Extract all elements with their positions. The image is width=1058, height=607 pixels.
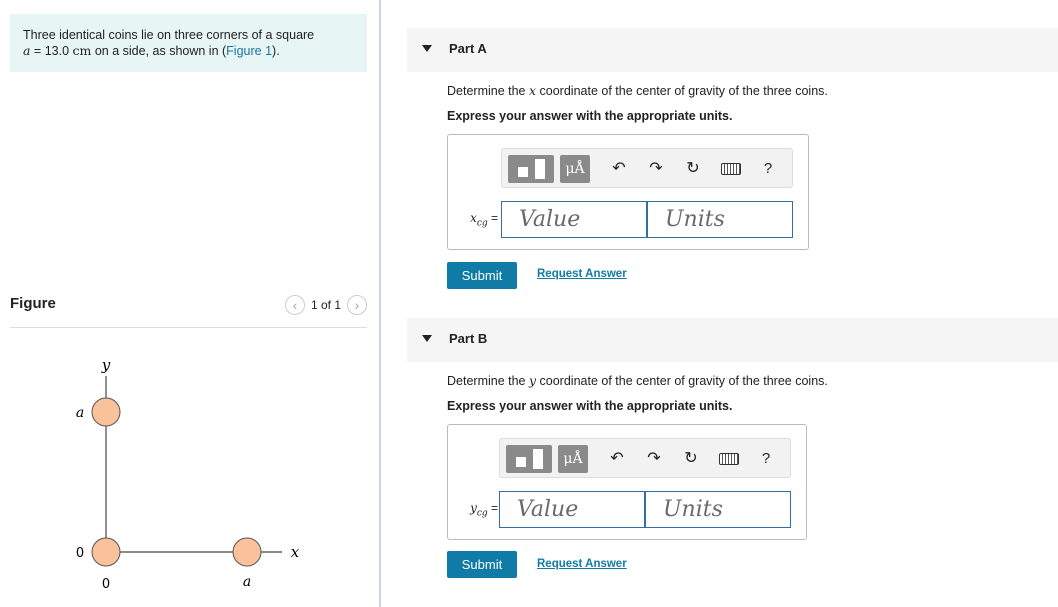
part-b-question — [447, 373, 828, 388]
collapse-triangle-icon[interactable] — [422, 335, 432, 342]
collapse-triangle-icon[interactable] — [422, 45, 432, 52]
question-prefix: Determine the — [447, 84, 529, 98]
part-b-toolbar — [499, 438, 791, 478]
units-icon[interactable]: μÅ — [560, 155, 590, 183]
coin-figure — [10, 340, 367, 600]
figure-title: Figure — [10, 295, 56, 312]
part-b-header[interactable] — [407, 318, 1058, 362]
part-b-submit-button[interactable]: Submit — [447, 551, 517, 578]
reset-icon[interactable]: ↻ — [684, 450, 698, 467]
question-suffix: coordinate of the center of gravity of the three coins. — [536, 84, 828, 98]
problem-text-suffix: on a side, as shown in ( — [91, 44, 227, 58]
a-left-label: a — [75, 405, 85, 421]
ycg-units-input[interactable]: Units — [645, 491, 791, 528]
part-a-question — [447, 83, 828, 98]
templates-icon[interactable] — [508, 155, 554, 183]
figure-header — [10, 293, 367, 328]
undo-icon[interactable]: ↶ — [610, 450, 624, 467]
ycg-label — [458, 501, 498, 518]
zero-bottom-label: 0 — [101, 577, 111, 592]
question-var: y — [528, 373, 537, 388]
problem-text: Three identical coins lie on three corners of a square — [23, 28, 315, 42]
help-icon[interactable]: ? — [761, 450, 771, 467]
redo-icon[interactable]: ↷ — [647, 450, 661, 467]
figure-link[interactable]: Figure 1 — [226, 44, 273, 58]
next-figure-button[interactable]: › — [347, 295, 367, 315]
xcg-label — [458, 211, 498, 228]
part-a-toolbar — [501, 148, 793, 188]
part-a-submit-button[interactable]: Submit — [447, 262, 517, 289]
part-b-title: Part B — [449, 331, 488, 346]
prev-figure-button[interactable]: ‹ — [285, 295, 305, 315]
y-axis-label: y — [101, 356, 111, 374]
x-axis-label: x — [290, 543, 300, 561]
xcg-value-input[interactable]: Value — [501, 201, 647, 238]
redo-icon[interactable]: ↷ — [649, 160, 663, 177]
part-b-answer-box — [447, 424, 807, 540]
ycg-value-input[interactable]: Value — [499, 491, 645, 528]
part-a-header[interactable] — [407, 28, 1058, 72]
side-variable: a — [23, 43, 31, 58]
label-var: x — [470, 211, 477, 225]
pager-text: 1 of 1 — [310, 298, 341, 312]
part-a-request-answer-link[interactable]: Request Answer — [537, 268, 627, 280]
coin-bottom-right — [233, 538, 261, 566]
problem-statement — [10, 14, 367, 72]
column-divider — [379, 0, 381, 607]
reset-icon[interactable]: ↻ — [686, 160, 700, 177]
question-suffix: coordinate of the center of gravity of the three coins. — [536, 374, 828, 388]
side-unit: cm — [72, 43, 92, 58]
question-var: x — [528, 83, 537, 98]
part-a-instruction: Express your answer with the appropriate units. — [447, 109, 733, 123]
keyboard-icon[interactable] — [721, 163, 741, 175]
label-eq: = — [487, 501, 498, 515]
units-icon[interactable]: μÅ — [558, 445, 588, 473]
question-prefix: Determine the — [447, 374, 529, 388]
problem-text-close: ). — [272, 44, 280, 58]
label-var: y — [470, 501, 477, 515]
part-a-title: Part A — [449, 41, 487, 56]
part-b-request-answer-link[interactable]: Request Answer — [537, 558, 627, 570]
undo-icon[interactable]: ↶ — [612, 160, 626, 177]
label-eq: = — [487, 211, 498, 225]
label-sub: cg — [476, 508, 488, 519]
figure-pager — [285, 295, 367, 315]
templates-icon[interactable] — [506, 445, 552, 473]
coin-origin — [92, 538, 120, 566]
side-value: = 13.0 — [30, 44, 73, 58]
xcg-units-input[interactable]: Units — [647, 201, 793, 238]
keyboard-icon[interactable] — [719, 453, 739, 465]
part-b-instruction: Express your answer with the appropriate units. — [447, 399, 733, 413]
help-icon[interactable]: ? — [763, 160, 773, 177]
part-a-answer-box — [447, 134, 809, 250]
a-bottom-label: a — [242, 574, 252, 590]
coin-top-left — [92, 398, 120, 426]
zero-left-label: 0 — [75, 546, 85, 561]
label-sub: cg — [476, 218, 488, 229]
